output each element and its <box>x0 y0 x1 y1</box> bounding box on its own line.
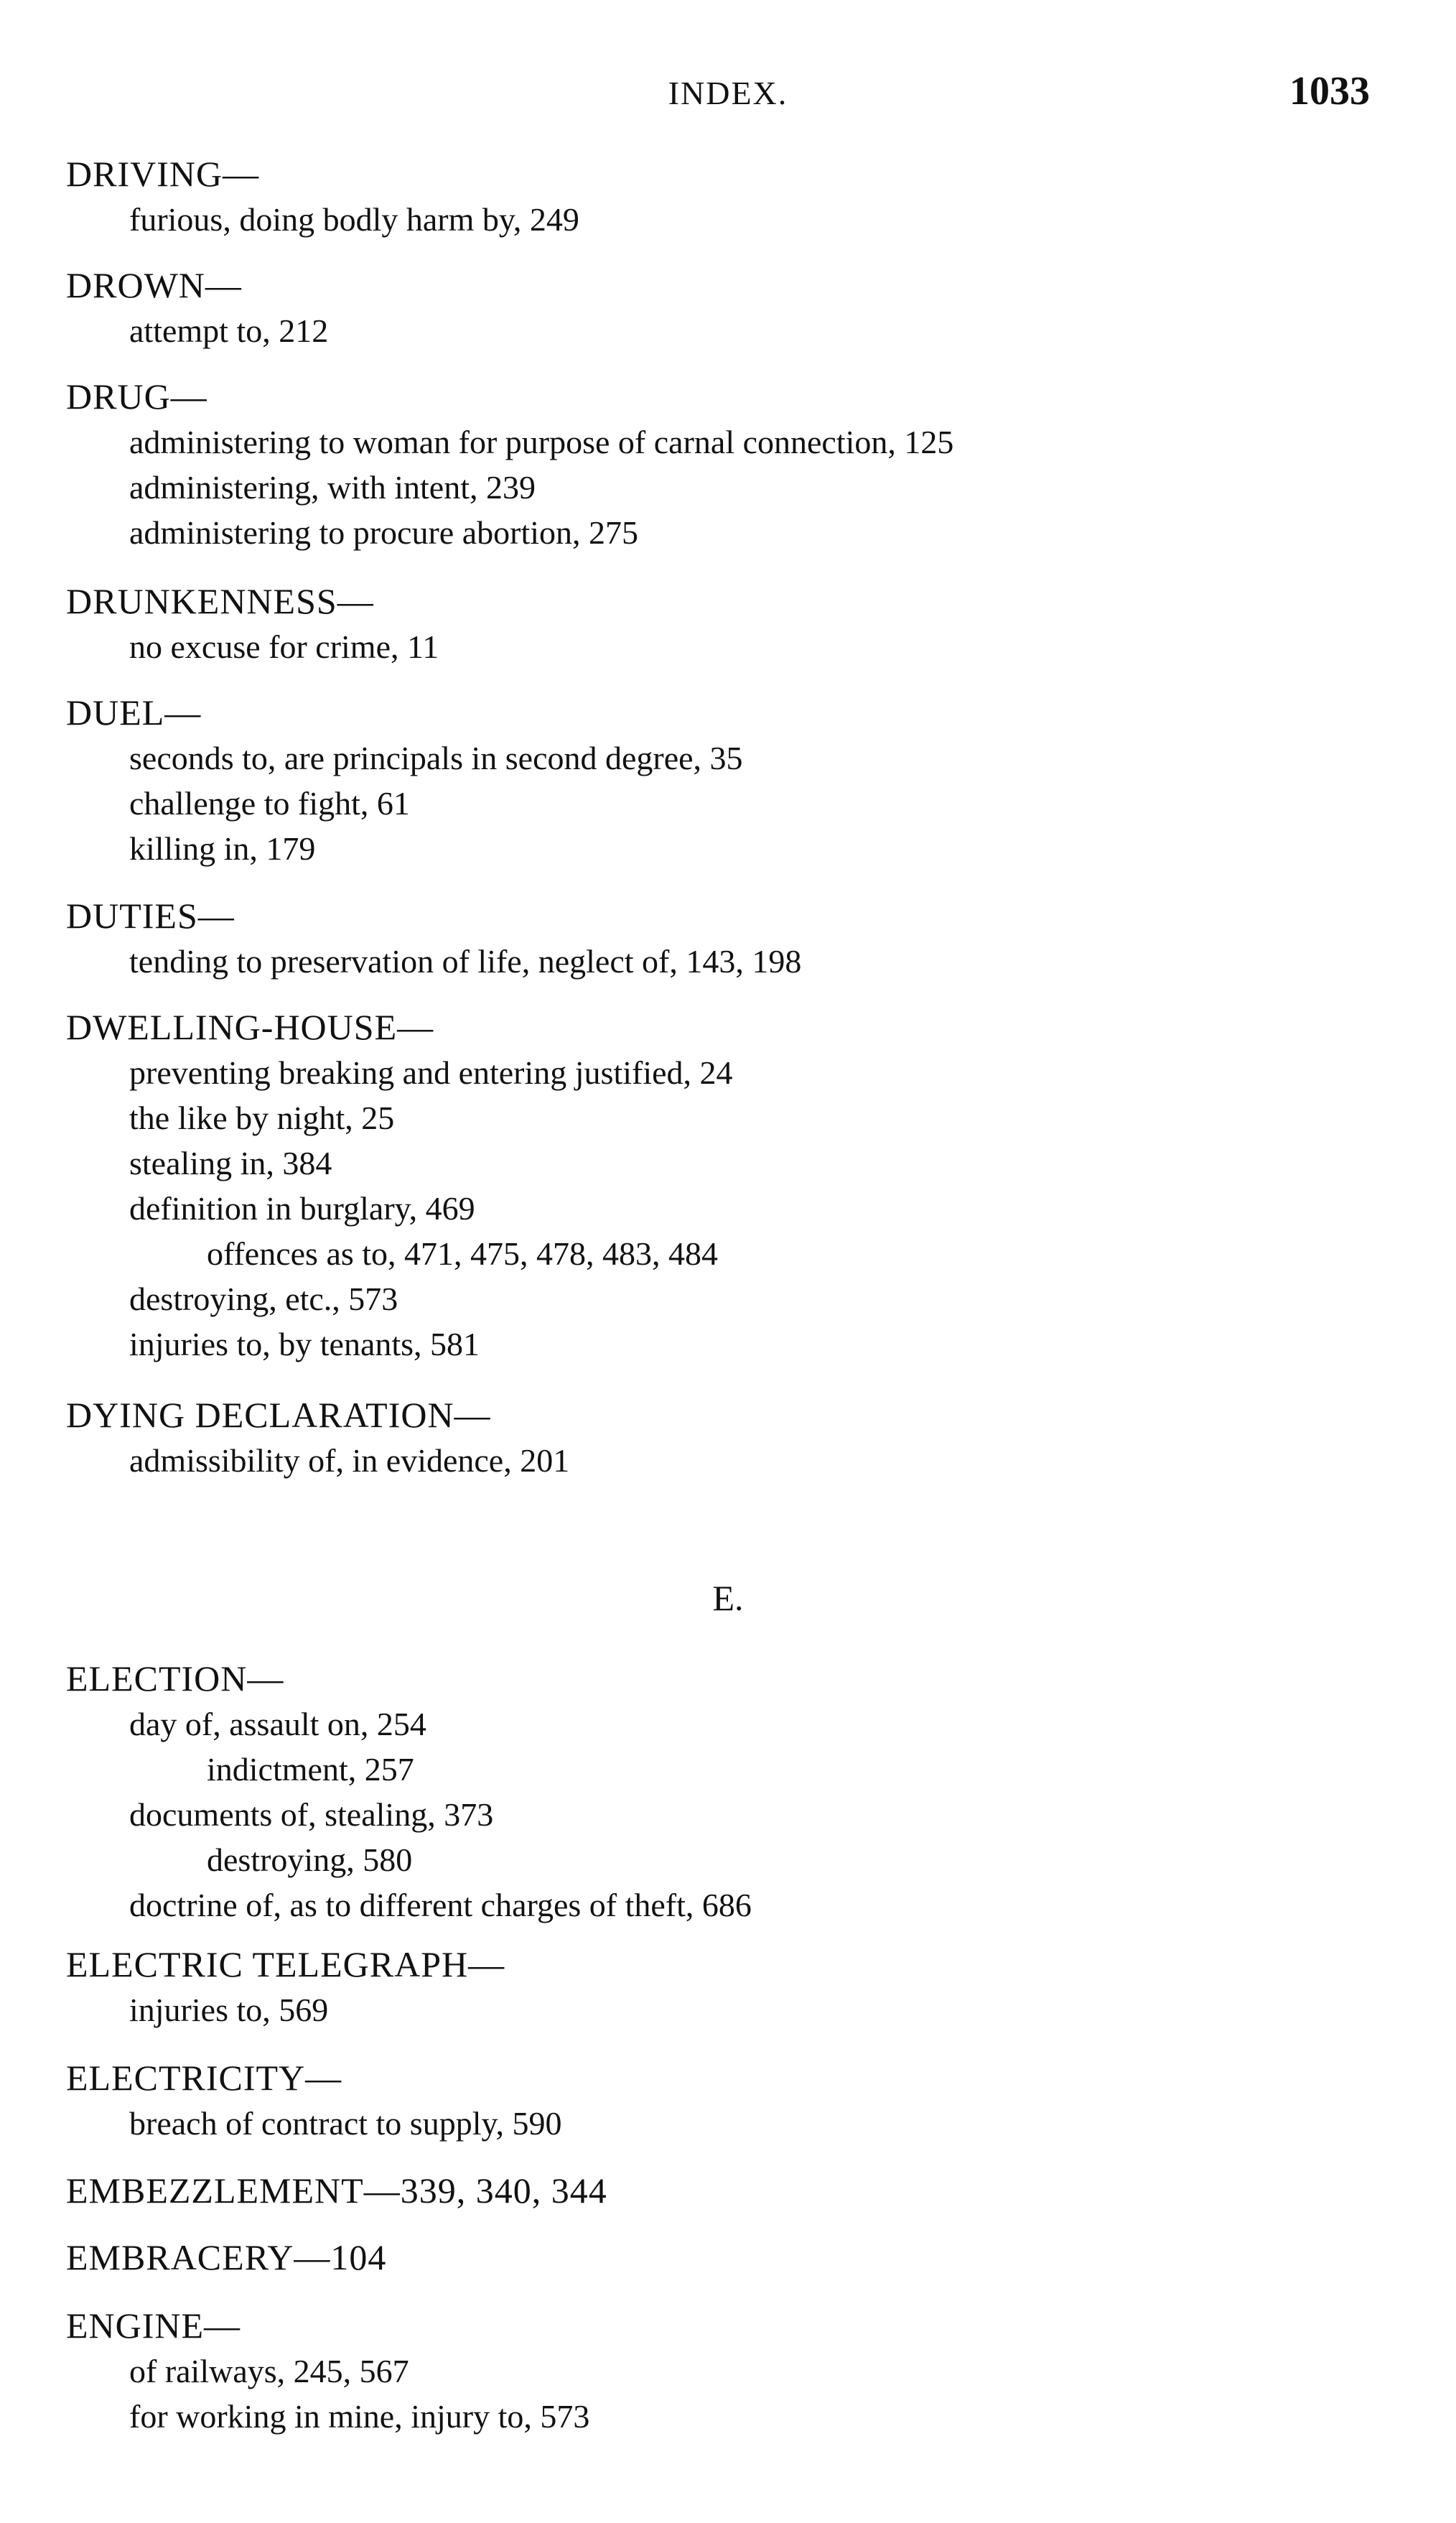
entry-subentry: killing in, 179 <box>129 830 316 867</box>
entry-subentry: no excuse for crime, 11 <box>129 628 439 665</box>
index-entry-embracery <box>66 2234 1416 2280</box>
index-entry-election <box>66 1655 1416 1928</box>
entry-subentry: for working in mine, injury to, 573 <box>129 2398 590 2435</box>
entry-subentry: attempt to, 212 <box>129 312 329 349</box>
entry-subentry: offences as to, 471, 475, 478, 483, 484 <box>207 1235 719 1272</box>
entry-heading: DROWN— <box>66 265 242 305</box>
entry-heading: ELECTION— <box>66 1658 284 1699</box>
page-number: 1033 <box>1289 69 1370 113</box>
index-entry-engine <box>66 2303 1416 2439</box>
entry-subentry: seconds to, are principals in second degree, 35 <box>129 740 743 776</box>
entry-heading: EMBEZZLEMENT—339, 340, 344 <box>66 2170 607 2211</box>
entry-subentry: of railways, 245, 567 <box>129 2353 409 2389</box>
index-entry-drown <box>66 262 1416 353</box>
index-entry-electricity <box>66 2055 1416 2146</box>
entry-heading: DRUNKENNESS— <box>66 581 374 621</box>
index-entry-duel <box>66 689 1416 871</box>
index-entry-embezzlement <box>66 2167 1416 2213</box>
entry-subentry: documents of, stealing, 373 <box>129 1796 494 1833</box>
entry-subentry: the like by night, 25 <box>129 1100 395 1136</box>
entry-heading: ELECTRICITY— <box>66 2058 342 2098</box>
entry-heading: ENGINE— <box>66 2305 241 2346</box>
entry-heading: DRIVING— <box>66 154 260 194</box>
entry-subentry: definition in burglary, 469 <box>129 1190 475 1227</box>
running-head <box>0 68 1456 119</box>
entry-subentry: indictment, 257 <box>207 1751 414 1788</box>
entry-heading: DUTIES— <box>66 896 235 936</box>
entry-heading: ELECTRIC TELEGRAPH— <box>66 1944 505 1984</box>
index-entry-drug <box>66 373 1416 555</box>
entry-subentry: breach of contract to supply, 590 <box>129 2105 562 2142</box>
entry-subentry: tending to preservation of life, neglect of, 143, 198 <box>129 943 802 980</box>
entry-subentry: challenge to fight, 61 <box>129 785 410 822</box>
entry-subentry: injuries to, 569 <box>129 1992 329 2028</box>
entry-heading: DUEL— <box>66 692 202 733</box>
entry-subentry: administering to woman for purpose of carnal connection, 125 <box>129 424 954 460</box>
index-entry-dying-declaration <box>66 1392 1416 1483</box>
entry-heading: EMBRACERY—104 <box>66 2237 387 2277</box>
entry-subentry: furious, doing bodly harm by, 249 <box>129 201 579 238</box>
section-letter: E. <box>712 1578 744 1618</box>
index-entry-duties <box>66 893 1416 984</box>
entry-subentry: injuries to, by tenants, 581 <box>129 1326 480 1362</box>
index-entry-dwelling-house <box>66 1004 1416 1367</box>
entry-subentry: destroying, 580 <box>207 1841 413 1878</box>
entry-subentry: stealing in, 384 <box>129 1145 332 1181</box>
index-entry-driving <box>66 151 1416 242</box>
entry-heading: DRUG— <box>66 376 207 417</box>
index-entry-drunkenness <box>66 578 1416 669</box>
entry-subentry: doctrine of, as to different charges of theft, 686 <box>129 1887 752 1923</box>
entry-subentry: preventing breaking and entering justified, 24 <box>129 1054 733 1091</box>
index-entry-electric-telegraph <box>66 1941 1416 2032</box>
entry-heading: DYING DECLARATION— <box>66 1395 491 1435</box>
entry-heading: DWELLING-HOUSE— <box>66 1007 434 1047</box>
entry-subentry: destroying, etc., 573 <box>129 1281 398 1317</box>
entry-subentry: day of, assault on, 254 <box>129 1706 426 1742</box>
entry-subentry: administering to procure abortion, 275 <box>129 514 639 551</box>
entry-subentry: administering, with intent, 239 <box>129 469 536 506</box>
entry-subentry: admissibility of, in evidence, 201 <box>129 1442 570 1479</box>
running-title: INDEX. <box>668 75 788 111</box>
